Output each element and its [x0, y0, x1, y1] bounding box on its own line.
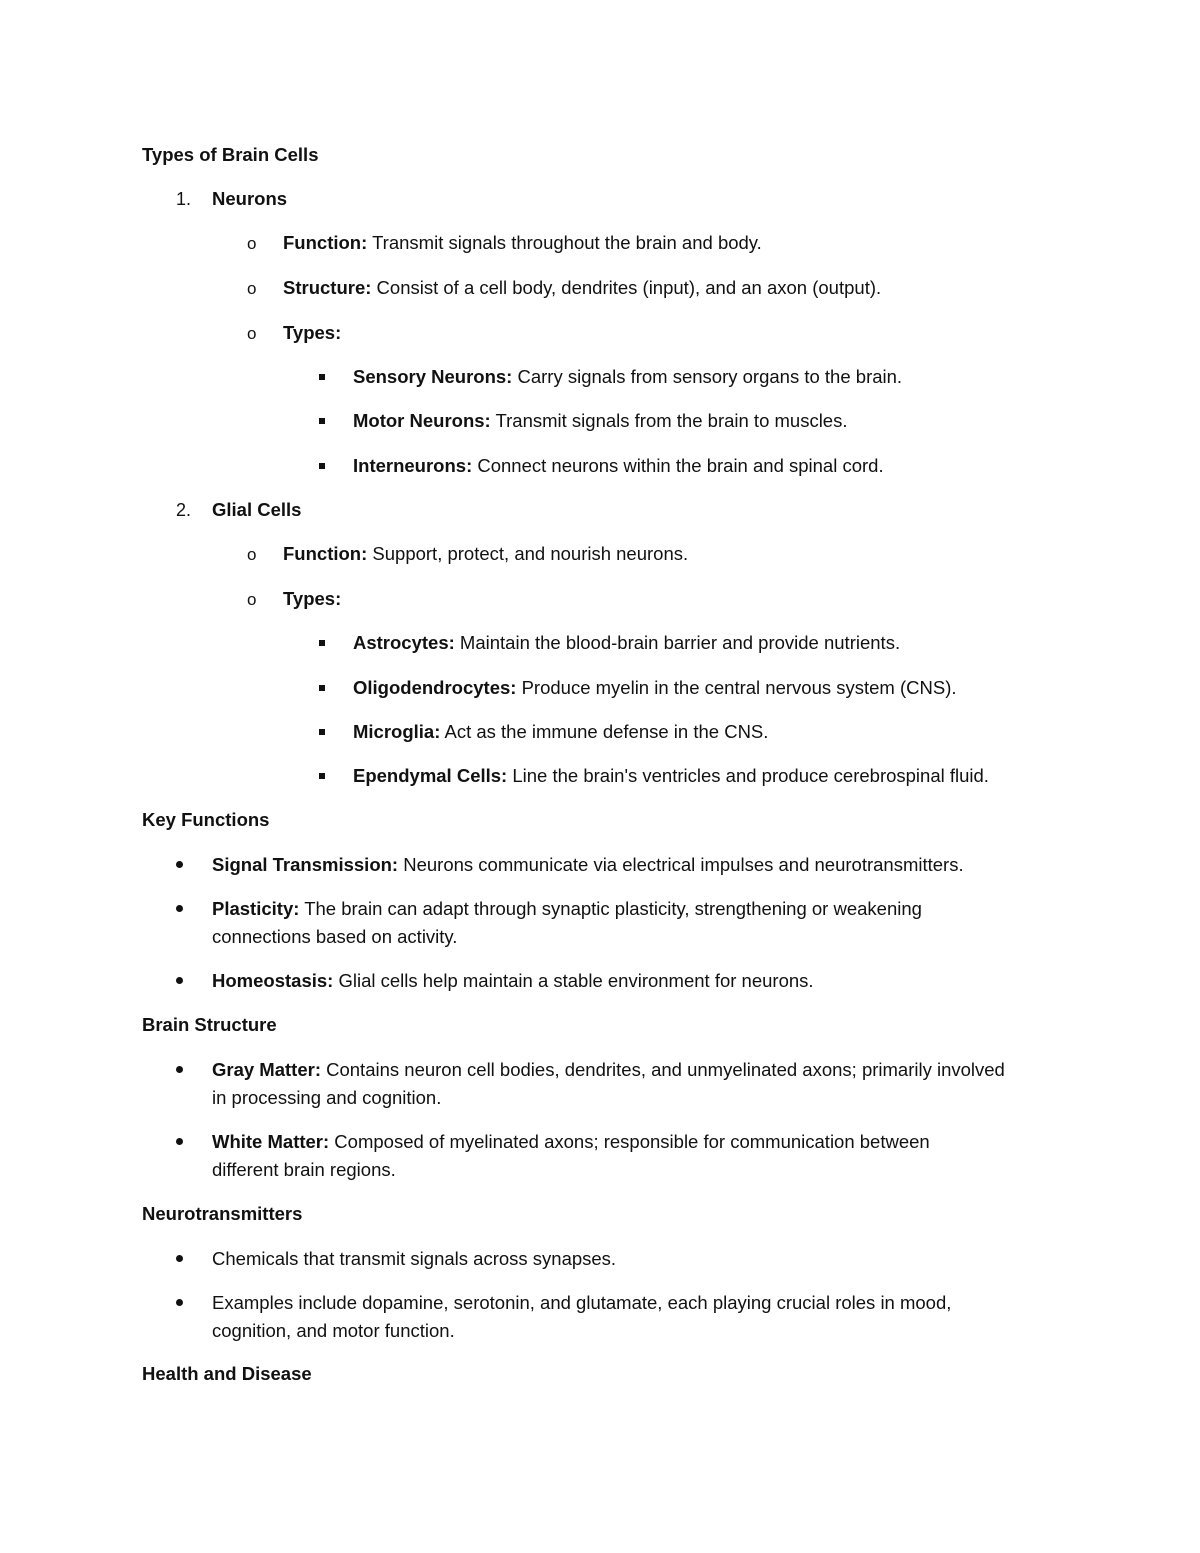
item-text: Transmit signals throughout the brain and body. — [367, 232, 762, 253]
interneurons-item — [353, 452, 884, 480]
item-label: Homeostasis: — [212, 970, 334, 991]
circle-bullet-icon: o — [247, 234, 257, 253]
homeostasis-item — [212, 967, 814, 995]
astrocytes-item — [353, 629, 900, 657]
square-bullet-icon — [319, 463, 325, 469]
item-label: Structure: — [283, 277, 372, 298]
item-label: Gray Matter: — [212, 1059, 321, 1080]
item-label: Function: — [283, 232, 368, 253]
plasticity-item — [212, 895, 922, 923]
neurons-structure-item — [283, 274, 881, 302]
item-text: Composed of myelinated axons; responsible for communication between — [329, 1131, 930, 1152]
ependymal-cells-item — [353, 762, 989, 790]
list-number-1: 1. — [176, 189, 192, 209]
item-text: Support, protect, and nourish neurons. — [367, 543, 689, 564]
bullet-dot-icon — [176, 905, 183, 912]
bullet-dot-icon — [176, 1299, 183, 1306]
heading-neurotransmitters: Neurotransmitters — [142, 1203, 303, 1224]
neurotransmitters-item-2: Examples include dopamine, serotonin, and glutamate, each playing crucial roles in mood, — [212, 1292, 952, 1313]
item-text: Glial cells help maintain a stable environment for neurons. — [333, 970, 814, 991]
item-label: Astrocytes: — [353, 632, 455, 653]
motor-neurons-item — [353, 407, 848, 435]
glial-types-item — [283, 585, 341, 613]
square-bullet-icon — [319, 374, 325, 380]
item-label: Motor Neurons: — [353, 410, 491, 431]
item-text: Contains neuron cell bodies, dendrites, and unmyelinated axons; primarily involved — [320, 1059, 1005, 1080]
item-label: Types: — [283, 588, 342, 609]
plasticity-item-continued: connections based on activity. — [212, 926, 458, 947]
circle-bullet-icon: o — [247, 545, 257, 564]
circle-bullet-icon: o — [247, 324, 257, 343]
item-text: Act as the immune defense in the CNS. — [440, 721, 769, 742]
white-matter-item — [212, 1128, 930, 1156]
list-number-2: 2. — [176, 500, 192, 520]
heading-brain-structure: Brain Structure — [142, 1014, 277, 1035]
item-text: Transmit signals from the brain to muscles. — [490, 410, 848, 431]
white-matter-item-continued: different brain regions. — [212, 1159, 396, 1180]
bullet-dot-icon — [176, 1066, 183, 1073]
item-text: The brain can adapt through synaptic plasticity, strengthening or weakening — [299, 898, 922, 919]
glial-function-item — [283, 540, 688, 568]
item-label: Microglia: — [353, 721, 441, 742]
circle-bullet-icon: o — [247, 279, 257, 298]
item-text: Line the brain's ventricles and produce cerebrospinal fluid. — [507, 765, 989, 786]
square-bullet-icon — [319, 418, 325, 424]
item-label: Signal Transmission: — [212, 854, 399, 875]
bullet-dot-icon — [176, 977, 183, 984]
gray-matter-item — [212, 1056, 1005, 1084]
bullet-dot-icon — [176, 1255, 183, 1262]
square-bullet-icon — [319, 773, 325, 779]
item-label: Types: — [283, 322, 342, 343]
neurotransmitters-item-2-continued: cognition, and motor function. — [212, 1320, 455, 1341]
item-text: Maintain the blood-brain barrier and provide nutrients. — [454, 632, 901, 653]
heading-key-functions: Key Functions — [142, 809, 270, 830]
neurons-types-item — [283, 319, 341, 347]
gray-matter-item-continued: in processing and cognition. — [212, 1087, 442, 1108]
heading-types-of-brain-cells: Types of Brain Cells — [142, 144, 319, 165]
item-text: Carry signals from sensory organs to the brain. — [512, 366, 903, 387]
sensory-neurons-item — [353, 363, 902, 391]
item-label: Oligodendrocytes: — [353, 677, 517, 698]
square-bullet-icon — [319, 640, 325, 646]
item-text: Produce myelin in the central nervous system (CNS). — [516, 677, 957, 698]
item-label: Interneurons: — [353, 455, 473, 476]
microglia-item — [353, 718, 768, 746]
item-label: Ependymal Cells: — [353, 765, 508, 786]
list-item-neurons — [212, 185, 287, 213]
item-label: Sensory Neurons: — [353, 366, 513, 387]
item-text: Consist of a cell body, dendrites (input), and an axon (output). — [371, 277, 882, 298]
square-bullet-icon — [319, 729, 325, 735]
glial-title: Glial Cells — [212, 499, 302, 520]
item-label: White Matter: — [212, 1131, 330, 1152]
square-bullet-icon — [319, 685, 325, 691]
list-item-glial-cells — [212, 496, 301, 524]
signal-transmission-item — [212, 851, 964, 879]
bullet-dot-icon — [176, 861, 183, 868]
item-text: Neurons communicate via electrical impulses and neurotransmitters. — [398, 854, 964, 875]
item-label: Plasticity: — [212, 898, 300, 919]
circle-bullet-icon: o — [247, 590, 257, 609]
neurons-title: Neurons — [212, 188, 288, 209]
heading-health-and-disease: Health and Disease — [142, 1363, 312, 1384]
bullet-dot-icon — [176, 1138, 183, 1145]
oligodendrocytes-item — [353, 674, 957, 702]
neurons-function-item — [283, 229, 762, 257]
neurotransmitters-item-1: Chemicals that transmit signals across synapses. — [212, 1248, 617, 1269]
item-text: Connect neurons within the brain and spinal cord. — [472, 455, 884, 476]
item-label: Function: — [283, 543, 368, 564]
